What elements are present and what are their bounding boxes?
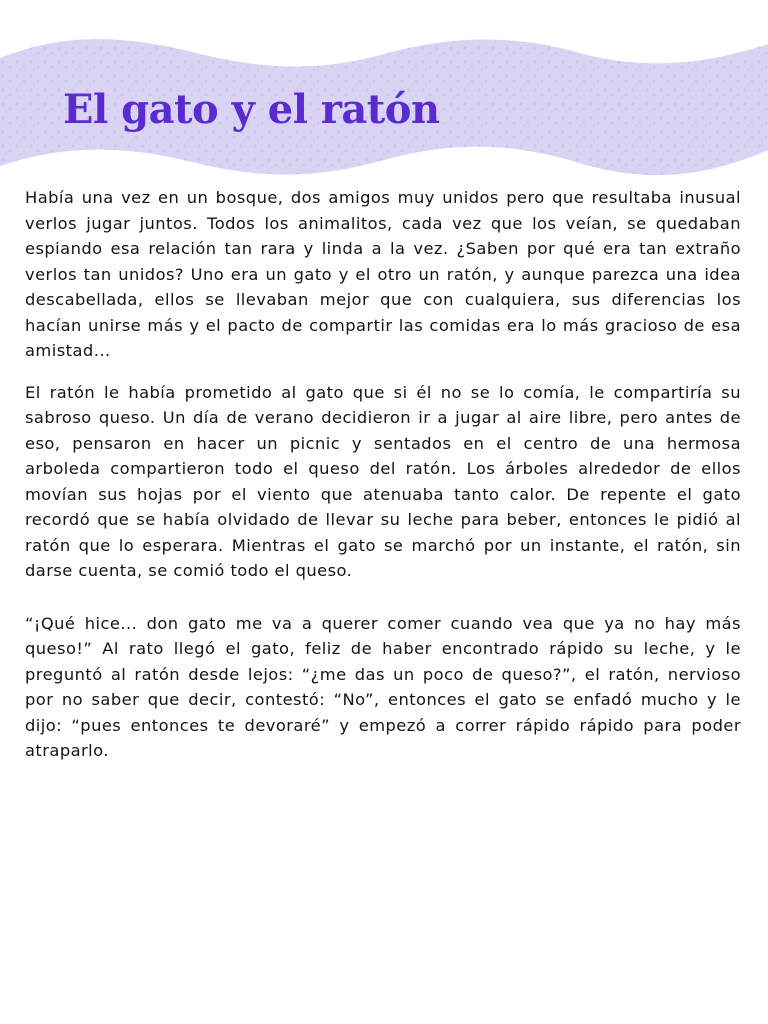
story-paragraph-2: El ratón le había prometido al gato que si él no se lo comía, le compartiría su sabroso queso. Un día de verano decidieron ir a jugar al aire libre, pero antes de eso, pensaron en hacer un picnic y sentados en el centro de una hermosa arboleda compartieron todo el queso del ratón. Los árboles alrededor de ellos movían sus hojas por el viento que atenuaba tanto calor. De repente el gato recordó que se había olvidado de llevar su leche para beber, entonces le pidió al ratón que lo esperara. Mientras el gato se marchó por un instante, el ratón, sin darse cuenta, se comió todo el queso. [25,382,741,580]
page-title: El gato y el ratón [63,86,440,133]
story-paragraph-1: Había una vez en un bosque, dos amigos muy unidos pero que resultaba inusual verlos jugar juntos. Todos los animalitos, cada vez que los veían, se quedaban espiando esa relación tan rara y linda a la vez. ¿Saben por qué era tan extraño verlos tan unidos? Uno era un gato y el otro un ratón, y aunque parezca una idea descabellada, ellos se llevaban mejor que con cualquiera, sus diferencias los hacían unirse más y el pacto de compartir las comidas era lo más gracioso de esa amistad... [25,188,741,360]
story-body [25,185,741,764]
story-paragraph-3: “¡Qué hice... don gato me va a querer comer cuando vea que ya no hay más queso!” Al rato llegó el gato, feliz de haber encontrado rápido su leche, y le preguntó al ratón desde lejos: “¿me das un poco de queso?”, el ratón, nervioso por no saber que decir, contestó: “No”, entonces el gato se enfadó mucho y le dijo: “pues entonces te devoraré” y empezó a correr rápido rápido para poder atraparlo. [25,613,741,760]
